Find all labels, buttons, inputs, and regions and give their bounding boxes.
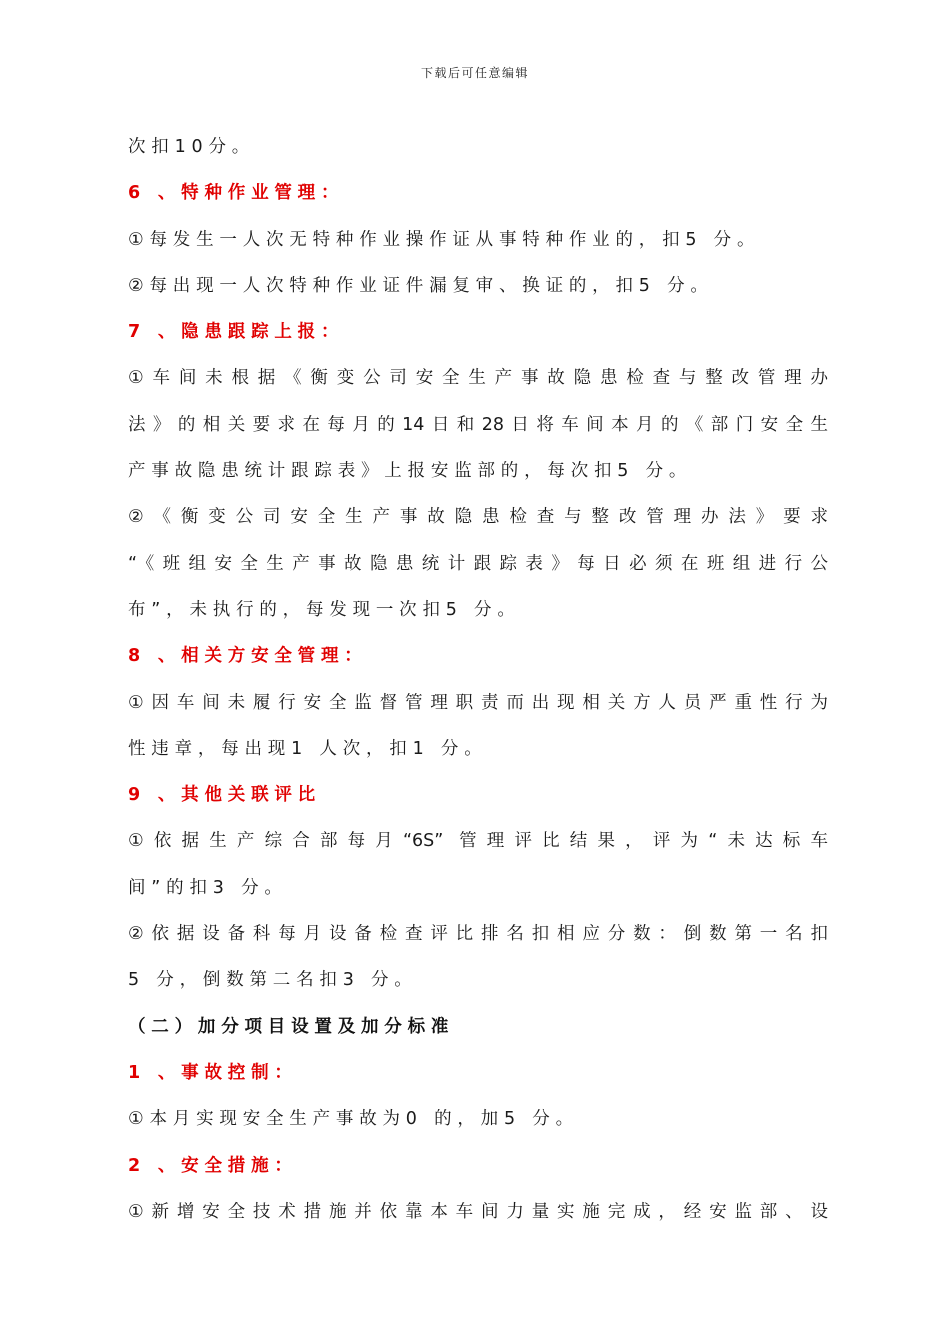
section-heading: 9 、其他关联评比: [128, 785, 321, 806]
section-heading: 2 、安全措施：: [128, 1155, 298, 1176]
body-line: 布”，未执行的，每发现一次扣5 分。: [128, 599, 521, 620]
body-line: 产事故隐患统计跟踪表》上报安监部的，每次扣5 分。: [128, 461, 693, 482]
body-line: 间”的扣3 分。: [128, 877, 288, 898]
body-line: ②每出现一人次特种作业证件漏复审、换证的，扣5 分。: [128, 275, 714, 296]
document-body: [128, 124, 828, 1235]
section-heading: 6 、特种作业管理：: [128, 183, 345, 204]
body-line: ①车间未根据《衡变公司安全生产事故隐患检查与整改管理办: [128, 368, 828, 389]
section-heading: 1 、事故控制：: [128, 1062, 298, 1083]
body-line: ①依据生产综合部每月“6S” 管理评比结果，评为“未达标车: [128, 831, 828, 852]
body-line: 5 分，倒数第二名扣3 分。: [128, 970, 418, 991]
body-line: ②依据设备科每月设备检查评比排名扣相应分数：倒数第一名扣: [128, 924, 828, 945]
section-heading: 7 、隐患跟踪上报：: [128, 322, 345, 343]
body-line: 法》的相关要求在每月的14日和28日将车间本月的《部门安全生: [128, 414, 828, 435]
body-line: ②《衡变公司安全生产事故隐患检查与整改管理办法》要求: [128, 507, 828, 528]
body-line: ①因车间未履行安全监督管理职责而出现相关方人员严重性行为: [128, 692, 828, 713]
body-line: ①本月实现安全生产事故为0 的，加5 分。: [128, 1109, 579, 1130]
body-line: ①新增安全技术措施并依靠本车间力量实施完成，经安监部、设: [128, 1201, 828, 1222]
page-header: 下载后可任意编辑: [420, 66, 529, 80]
subsection-heading: （二）加分项目设置及加分标准: [128, 1016, 455, 1037]
body-line: ①每发生一人次无特种作业操作证从事特种作业的，扣5 分。: [128, 229, 761, 250]
body-line: “《班组安全生产事故隐患统计跟踪表》每日必须在班组进行公: [128, 553, 828, 574]
body-line: 性违章，每出现1 人次，扣1 分。: [128, 738, 488, 759]
section-heading: 8 、相关方安全管理：: [128, 646, 368, 667]
body-line: 次扣10分。: [128, 137, 256, 157]
